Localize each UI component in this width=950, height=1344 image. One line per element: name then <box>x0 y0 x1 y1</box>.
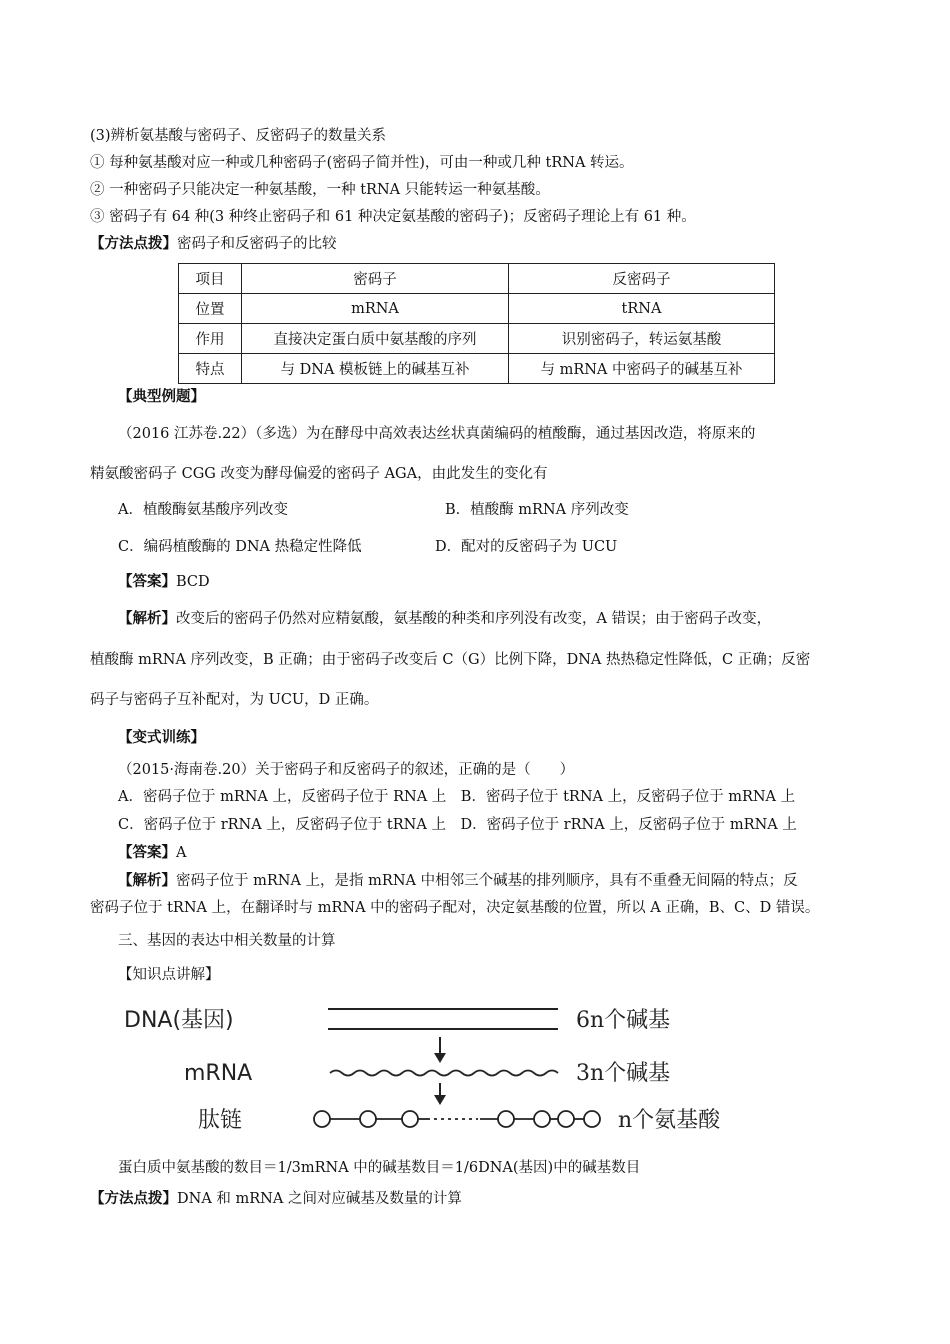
analysis-text: 改变后的密码子仍然对应精氨酸，氨基酸的种类和序列没有改变，A 错误；由于密码子改变， <box>176 611 772 627</box>
variant-options-cd: C．密码子位于 rRNA 上，反密码子位于 tRNA 上 D．密码子位于 rRNA 上，反密码子位于 mRNA 上 <box>118 817 797 833</box>
example-question-line-1: （2016 江苏卷.22）（多选）为在酵母中高效表达丝状真菌编码的植酸酶，通过基因改造，将原来的 <box>118 426 756 442</box>
answer-value: A <box>176 845 187 861</box>
section3-point-1: ① 每种氨基酸对应一种或几种密码子(密码子简并性)，可由一种或几种 tRNA 转运。 <box>90 155 634 171</box>
method-tip-tag: 【方法点拨】 <box>90 1190 177 1207</box>
table-header-cell: 密码子 <box>242 264 509 294</box>
method-tip-1 <box>90 234 337 254</box>
analysis-tag: 【解析】 <box>118 610 176 627</box>
table-row <box>179 354 775 384</box>
example-analysis-line-2: 植酸酶 mRNA 序列改变，B 正确；由于密码子改变后 C（G）比例下降，DNA 热热稳定性降低，C 正确；反密 <box>90 652 811 668</box>
variant-analysis-line-1 <box>118 871 798 891</box>
section3-title: (3)辨析氨基酸与密码子、反密码子的数量关系 <box>90 128 387 144</box>
table-row <box>179 324 775 354</box>
table-cell: tRNA <box>509 294 775 324</box>
example-option-a: A．植酸酶氨基酸序列改变 <box>118 502 288 518</box>
method-tip-tag: 【方法点拨】 <box>90 235 177 252</box>
codon-comparison-table <box>178 263 775 384</box>
knowledge-heading: 【知识点讲解】 <box>118 967 220 983</box>
arrow-down-icon <box>434 1083 446 1105</box>
table-header-row <box>179 264 775 294</box>
dna-label: DNA(基因) <box>124 1008 234 1033</box>
table-cell: 作用 <box>179 324 242 354</box>
answer-tag: 【答案】 <box>118 844 176 861</box>
table-cell: 直接决定蛋白质中氨基酸的序列 <box>242 324 509 354</box>
mrna-label: mRNA <box>184 1061 253 1086</box>
variant-options-ab: A．密码子位于 mRNA 上，反密码子位于 RNA 上 B．密码子位于 tRNA 上，反密码子位于 mRNA 上 <box>118 789 796 805</box>
table-cell: mRNA <box>242 294 509 324</box>
example-option-b: B．植酸酶 mRNA 序列改变 <box>445 502 629 518</box>
example-question-line-2: 精氨酸密码子 CGG 改变为酵母偏爱的密码子 AGA，由此发生的变化有 <box>90 466 548 482</box>
table-row <box>179 294 775 324</box>
answer-tag: 【答案】 <box>118 573 176 590</box>
analysis-tag: 【解析】 <box>118 872 176 889</box>
example-answer <box>118 572 210 592</box>
peptide-chain <box>314 1111 600 1127</box>
example-analysis-line-3: 码子与密码子互补配对，为 UCU，D 正确。 <box>90 692 379 708</box>
method-tip-text: 密码子和反密码子的比较 <box>177 236 337 252</box>
answer-value: BCD <box>176 574 210 590</box>
example-analysis-line-1 <box>118 609 771 629</box>
example-option-c: C．编码植酸酶的 DNA 热稳定性降低 <box>118 539 362 555</box>
table-cell: 特点 <box>179 354 242 384</box>
example-option-d: D．配对的反密码子为 UCU <box>435 539 618 555</box>
peptide-count: n个氨基酸 <box>618 1108 721 1133</box>
section-three-title: 三、基因的表达中相关数量的计算 <box>118 933 336 949</box>
table-cell: 识别密码子，转运氨基酸 <box>509 324 775 354</box>
mrna-count: 3n个碱基 <box>576 1061 671 1086</box>
formula: 蛋白质中氨基酸的数目＝1/3mRNA 中的碱基数目＝1/6DNA(基因)中的碱基数目 <box>118 1160 641 1176</box>
table-cell: 位置 <box>179 294 242 324</box>
table-header-cell: 项目 <box>179 264 242 294</box>
section3-point-3: ③ 密码子有 64 种(3 种终止密码子和 61 种决定氨基酸的密码子)；反密码子理论上有 61 种。 <box>90 209 696 225</box>
mrna-strand <box>330 1071 558 1076</box>
variant-analysis-line-2: 密码子位于 tRNA 上，在翻译时与 mRNA 中的密码子配对，决定氨基酸的位置，所以 A 正确，B、C、D 错误。 <box>90 900 820 916</box>
analysis-text: 密码子位于 mRNA 上，是指 mRNA 中相邻三个碱基的排列顺序，具有不重叠无间隔的特点；反 <box>176 873 798 889</box>
method-tip-2 <box>90 1189 462 1209</box>
variant-heading: 【变式训练】 <box>118 729 205 746</box>
variant-answer <box>118 843 186 863</box>
section3-point-2: ② 一种密码子只能决定一种氨基酸，一种 tRNA 只能转运一种氨基酸。 <box>90 182 550 198</box>
arrow-down-icon <box>434 1037 446 1063</box>
table-header-cell: 反密码子 <box>509 264 775 294</box>
variant-question: （2015·海南卷.20）关于密码子和反密码子的叙述，正确的是（ ） <box>118 762 575 778</box>
table-cell: 与 DNA 模板链上的碱基互补 <box>242 354 509 384</box>
peptide-label: 肽链 <box>198 1108 243 1133</box>
gene-expression-diagram <box>118 995 808 1145</box>
dna-count: 6n个碱基 <box>576 1008 671 1033</box>
table-cell: 与 mRNA 中密码子的碱基互补 <box>509 354 775 384</box>
example-heading: 【典型例题】 <box>118 388 205 405</box>
method-tip-text: DNA 和 mRNA 之间对应碱基及数量的计算 <box>177 1191 462 1207</box>
